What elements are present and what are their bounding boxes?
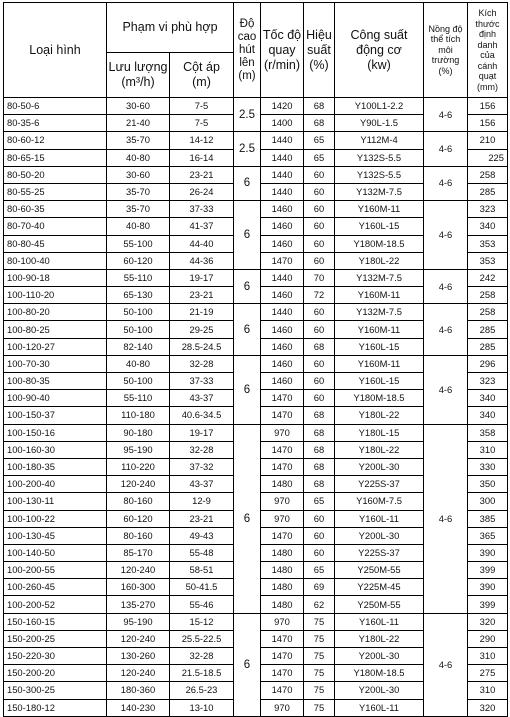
flow-cell: 80-160	[107, 493, 170, 510]
flow-cell: 60-120	[107, 510, 170, 527]
speed-cell: 1480	[261, 579, 304, 596]
speed-cell: 1470	[261, 630, 304, 647]
model-cell: 150-200-25	[4, 630, 107, 647]
suction-cell: 6	[234, 269, 261, 303]
flow-cell: 110-180	[107, 407, 170, 424]
flow-cell: 90-180	[107, 424, 170, 441]
table-row	[4, 132, 508, 149]
impeller-size-cell: 350	[468, 476, 508, 493]
efficiency-cell: 75	[304, 699, 335, 716]
head-cell: 55-48	[170, 544, 234, 561]
head-cell: 49-43	[170, 527, 234, 544]
impeller-size-cell: 300	[468, 493, 508, 510]
flow-cell: 35-70	[107, 183, 170, 200]
motor-cell: Y132S-5.5	[335, 166, 424, 183]
efficiency-cell: 60	[304, 252, 335, 269]
flow-cell: 130-260	[107, 648, 170, 665]
speed-cell: 1400	[261, 115, 304, 132]
impeller-size-cell: 242	[468, 269, 508, 286]
head-cell: 37-33	[170, 373, 234, 390]
efficiency-cell: 72	[304, 287, 335, 304]
speed-cell: 1470	[261, 458, 304, 475]
head-cell: 19-17	[170, 269, 234, 286]
motor-cell: Y200L-30	[335, 648, 424, 665]
motor-cell: Y132S-5.5	[335, 149, 424, 166]
table-row	[4, 355, 508, 372]
model-cell: 100-160-30	[4, 441, 107, 458]
model-cell: 100-180-35	[4, 458, 107, 475]
head-cell: 44-40	[170, 235, 234, 252]
impeller-size-cell: 156	[468, 98, 508, 115]
head-cell: 25.5-22.5	[170, 630, 234, 647]
suction-cell: 6	[234, 424, 261, 613]
speed-cell: 1470	[261, 441, 304, 458]
head-cell: 43-37	[170, 390, 234, 407]
impeller-size-cell: 296	[468, 355, 508, 372]
speed-cell: 970	[261, 699, 304, 716]
efficiency-cell: 65	[304, 149, 335, 166]
head-cell: 14-12	[170, 132, 234, 149]
flow-cell: 120-240	[107, 562, 170, 579]
head-cell: 13-10	[170, 699, 234, 716]
impeller-size-cell: 390	[468, 579, 508, 596]
flow-cell: 50-100	[107, 373, 170, 390]
model-cell: 100-200-55	[4, 562, 107, 579]
head-cell: 23-21	[170, 166, 234, 183]
flow-cell: 120-240	[107, 630, 170, 647]
speed-cell: 1460	[261, 321, 304, 338]
model-cell: 100-70-30	[4, 355, 107, 372]
model-cell: 150-300-25	[4, 682, 107, 699]
flow-cell: 55-110	[107, 390, 170, 407]
impeller-size-cell: 340	[468, 390, 508, 407]
speed-cell: 1440	[261, 166, 304, 183]
motor-cell: Y132M-7.5	[335, 183, 424, 200]
impeller-size-cell: 340	[468, 218, 508, 235]
model-cell: 100-260-45	[4, 579, 107, 596]
model-cell: 100-90-18	[4, 269, 107, 286]
impeller-size-cell: 365	[468, 527, 508, 544]
model-cell: 100-150-16	[4, 424, 107, 441]
flow-cell: 40-80	[107, 149, 170, 166]
suction-cell: 2.5	[234, 132, 261, 166]
impeller-size-cell: 390	[468, 544, 508, 561]
header-suction: Độ cao hút lên (m)	[234, 3, 261, 98]
model-cell: 80-60-35	[4, 201, 107, 218]
header-model: Loại hình	[4, 3, 107, 98]
pump-spec-table	[3, 2, 508, 717]
speed-cell: 1470	[261, 682, 304, 699]
efficiency-cell: 65	[304, 493, 335, 510]
model-cell: 80-50-6	[4, 98, 107, 115]
head-cell: 15-12	[170, 613, 234, 630]
head-cell: 55-46	[170, 596, 234, 613]
head-cell: 26-24	[170, 183, 234, 200]
motor-cell: Y100L1-2.2	[335, 98, 424, 115]
impeller-size-cell: 225	[468, 149, 508, 166]
efficiency-cell: 69	[304, 579, 335, 596]
speed-cell: 1480	[261, 562, 304, 579]
table-row	[4, 98, 508, 115]
efficiency-cell: 60	[304, 218, 335, 235]
head-cell: 29-25	[170, 321, 234, 338]
impeller-size-cell: 353	[468, 235, 508, 252]
head-cell: 32-28	[170, 355, 234, 372]
header-power: Công suất động cơ (kw)	[335, 3, 424, 98]
impeller-size-cell: 310	[468, 648, 508, 665]
impeller-size-cell: 385	[468, 510, 508, 527]
motor-cell: Y132M-7.5	[335, 269, 424, 286]
head-cell: 43-37	[170, 476, 234, 493]
speed-cell: 970	[261, 424, 304, 441]
motor-cell: Y180M-18.5	[335, 390, 424, 407]
table-row	[4, 166, 508, 183]
speed-cell: 970	[261, 613, 304, 630]
motor-cell: Y160M-11	[335, 355, 424, 372]
model-cell: 100-120-27	[4, 338, 107, 355]
efficiency-cell: 75	[304, 630, 335, 647]
suction-cell: 6	[234, 613, 261, 716]
motor-cell: Y180L-22	[335, 252, 424, 269]
flow-cell: 40-80	[107, 218, 170, 235]
model-cell: 100-200-40	[4, 476, 107, 493]
impeller-size-cell: 399	[468, 596, 508, 613]
head-cell: 21.5-18.5	[170, 665, 234, 682]
head-cell: 41-37	[170, 218, 234, 235]
flow-cell: 55-110	[107, 269, 170, 286]
table-row	[4, 269, 508, 286]
motor-cell: Y180L-15	[335, 424, 424, 441]
efficiency-cell: 60	[304, 390, 335, 407]
flow-cell: 140-230	[107, 699, 170, 716]
efficiency-cell: 68	[304, 476, 335, 493]
efficiency-cell: 68	[304, 441, 335, 458]
model-cell: 80-80-45	[4, 235, 107, 252]
flow-cell: 82-140	[107, 338, 170, 355]
efficiency-cell: 62	[304, 596, 335, 613]
impeller-size-cell: 258	[468, 166, 508, 183]
model-cell: 80-55-25	[4, 183, 107, 200]
suction-cell: 6	[234, 304, 261, 356]
motor-cell: Y160L-15	[335, 338, 424, 355]
model-cell: 100-90-40	[4, 390, 107, 407]
impeller-size-cell: 323	[468, 373, 508, 390]
model-cell: 100-80-25	[4, 321, 107, 338]
efficiency-cell: 65	[304, 132, 335, 149]
speed-cell: 1460	[261, 355, 304, 372]
table-row	[4, 424, 508, 441]
model-cell: 150-180-12	[4, 699, 107, 716]
table-body	[4, 98, 508, 717]
flow-cell: 60-120	[107, 252, 170, 269]
flow-cell: 21-40	[107, 115, 170, 132]
suction-cell: 6	[234, 166, 261, 200]
efficiency-cell: 65	[304, 562, 335, 579]
head-cell: 58-51	[170, 562, 234, 579]
model-cell: 80-50-20	[4, 166, 107, 183]
suction-cell: 6	[234, 355, 261, 424]
efficiency-cell: 68	[304, 458, 335, 475]
header-range: Phạm vi phù hợp	[107, 3, 234, 53]
table-row	[4, 613, 508, 630]
speed-cell: 1470	[261, 407, 304, 424]
header-concentration: Nồng độ thể tích môi trường (%)	[424, 3, 468, 98]
speed-cell: 1480	[261, 544, 304, 561]
header-impeller: Kích thước định danh của cánh quạt (mm)	[468, 3, 508, 98]
model-cell: 100-150-37	[4, 407, 107, 424]
flow-cell: 35-70	[107, 132, 170, 149]
motor-cell: Y160L-15	[335, 373, 424, 390]
concentration-cell: 4-6	[424, 304, 468, 356]
impeller-size-cell: 320	[468, 699, 508, 716]
flow-cell: 160-300	[107, 579, 170, 596]
efficiency-cell: 75	[304, 613, 335, 630]
impeller-size-cell: 285	[468, 338, 508, 355]
concentration-cell: 4-6	[424, 424, 468, 613]
motor-cell: Y160M-11	[335, 287, 424, 304]
motor-cell: Y90L-1.5	[335, 115, 424, 132]
efficiency-cell: 75	[304, 648, 335, 665]
head-cell: 37-32	[170, 458, 234, 475]
flow-cell: 85-170	[107, 544, 170, 561]
flow-cell: 55-100	[107, 235, 170, 252]
concentration-cell: 4-6	[424, 269, 468, 303]
head-cell: 26.5-23	[170, 682, 234, 699]
head-cell: 19-17	[170, 424, 234, 441]
model-cell: 150-200-20	[4, 665, 107, 682]
impeller-size-cell: 340	[468, 407, 508, 424]
impeller-size-cell: 323	[468, 201, 508, 218]
efficiency-cell: 75	[304, 665, 335, 682]
model-cell: 80-65-15	[4, 149, 107, 166]
flow-cell: 30-60	[107, 166, 170, 183]
flow-cell: 95-190	[107, 613, 170, 630]
efficiency-cell: 60	[304, 201, 335, 218]
model-cell: 100-130-11	[4, 493, 107, 510]
speed-cell: 970	[261, 493, 304, 510]
efficiency-cell: 70	[304, 269, 335, 286]
impeller-size-cell: 330	[468, 458, 508, 475]
efficiency-cell: 60	[304, 510, 335, 527]
motor-cell: Y200L-30	[335, 458, 424, 475]
flow-cell: 40-80	[107, 355, 170, 372]
header-speed: Tốc độ quay (r/min)	[261, 3, 304, 98]
table-header	[4, 3, 508, 98]
impeller-size-cell: 399	[468, 562, 508, 579]
speed-cell: 1420	[261, 98, 304, 115]
efficiency-cell: 60	[304, 304, 335, 321]
motor-cell: Y132M-7.5	[335, 304, 424, 321]
speed-cell: 1460	[261, 287, 304, 304]
efficiency-cell: 68	[304, 407, 335, 424]
efficiency-cell: 60	[304, 373, 335, 390]
flow-cell: 120-240	[107, 476, 170, 493]
header-flow: Lưu lượng (m³/h)	[107, 53, 170, 98]
efficiency-cell: 68	[304, 115, 335, 132]
flow-cell: 180-360	[107, 682, 170, 699]
model-cell: 100-140-50	[4, 544, 107, 561]
motor-cell: Y225S-37	[335, 544, 424, 561]
head-cell: 16-14	[170, 149, 234, 166]
speed-cell: 970	[261, 510, 304, 527]
concentration-cell: 4-6	[424, 98, 468, 132]
impeller-size-cell: 310	[468, 682, 508, 699]
speed-cell: 1460	[261, 235, 304, 252]
speed-cell: 1470	[261, 648, 304, 665]
flow-cell: 50-100	[107, 321, 170, 338]
motor-cell: Y160L-11	[335, 613, 424, 630]
concentration-cell: 4-6	[424, 355, 468, 424]
efficiency-cell: 60	[304, 544, 335, 561]
model-cell: 80-100-40	[4, 252, 107, 269]
motor-cell: Y160L-11	[335, 510, 424, 527]
head-cell: 12-9	[170, 493, 234, 510]
motor-cell: Y180L-22	[335, 441, 424, 458]
speed-cell: 1440	[261, 304, 304, 321]
flow-cell: 65-130	[107, 287, 170, 304]
model-cell: 100-130-45	[4, 527, 107, 544]
model-cell: 100-80-35	[4, 373, 107, 390]
efficiency-cell: 60	[304, 166, 335, 183]
flow-cell: 30-60	[107, 98, 170, 115]
speed-cell: 1460	[261, 218, 304, 235]
motor-cell: Y200L-30	[335, 527, 424, 544]
flow-cell: 95-190	[107, 441, 170, 458]
motor-cell: Y160M-7.5	[335, 493, 424, 510]
head-cell: 50-41.5	[170, 579, 234, 596]
head-cell: 7-5	[170, 98, 234, 115]
impeller-size-cell: 258	[468, 304, 508, 321]
motor-cell: Y200L-30	[335, 682, 424, 699]
efficiency-cell: 75	[304, 682, 335, 699]
model-cell: 150-220-30	[4, 648, 107, 665]
model-cell: 100-80-20	[4, 304, 107, 321]
model-cell: 80-60-12	[4, 132, 107, 149]
model-cell: 150-160-15	[4, 613, 107, 630]
head-cell: 21-19	[170, 304, 234, 321]
impeller-size-cell: 353	[468, 252, 508, 269]
impeller-size-cell: 258	[468, 287, 508, 304]
head-cell: 40.6-34.5	[170, 407, 234, 424]
motor-cell: Y225S-37	[335, 476, 424, 493]
speed-cell: 1460	[261, 373, 304, 390]
impeller-size-cell: 156	[468, 115, 508, 132]
model-cell: 80-70-40	[4, 218, 107, 235]
efficiency-cell: 60	[304, 321, 335, 338]
flow-cell: 110-220	[107, 458, 170, 475]
impeller-size-cell: 275	[468, 665, 508, 682]
flow-cell: 120-240	[107, 665, 170, 682]
efficiency-cell: 68	[304, 98, 335, 115]
flow-cell: 135-270	[107, 596, 170, 613]
efficiency-cell: 60	[304, 355, 335, 372]
motor-cell: Y160L-11	[335, 699, 424, 716]
model-cell: 100-100-22	[4, 510, 107, 527]
head-cell: 23-21	[170, 510, 234, 527]
head-cell: 32-28	[170, 648, 234, 665]
model-cell: 80-35-6	[4, 115, 107, 132]
efficiency-cell: 60	[304, 183, 335, 200]
suction-cell: 2.5	[234, 98, 261, 132]
speed-cell: 1470	[261, 527, 304, 544]
speed-cell: 1480	[261, 476, 304, 493]
speed-cell: 1470	[261, 390, 304, 407]
motor-cell: Y180M-18.5	[335, 665, 424, 682]
flow-cell: 50-100	[107, 304, 170, 321]
head-cell: 23-21	[170, 287, 234, 304]
motor-cell: Y250M-55	[335, 596, 424, 613]
motor-cell: Y180L-22	[335, 630, 424, 647]
concentration-cell: 4-6	[424, 132, 468, 166]
flow-cell: 80-160	[107, 527, 170, 544]
suction-cell: 6	[234, 201, 261, 270]
efficiency-cell: 60	[304, 235, 335, 252]
concentration-cell: 4-6	[424, 166, 468, 200]
impeller-size-cell: 320	[468, 613, 508, 630]
speed-cell: 1480	[261, 596, 304, 613]
head-cell: 32-28	[170, 441, 234, 458]
motor-cell: Y112M-4	[335, 132, 424, 149]
model-cell: 100-110-20	[4, 287, 107, 304]
efficiency-cell: 60	[304, 527, 335, 544]
head-cell: 28.5-24.5	[170, 338, 234, 355]
head-cell: 37-33	[170, 201, 234, 218]
speed-cell: 1440	[261, 149, 304, 166]
impeller-size-cell: 358	[468, 424, 508, 441]
speed-cell: 1440	[261, 183, 304, 200]
motor-cell: Y160M-11	[335, 321, 424, 338]
speed-cell: 1470	[261, 252, 304, 269]
motor-cell: Y160L-15	[335, 218, 424, 235]
impeller-size-cell: 310	[468, 441, 508, 458]
header-head: Cột áp (m)	[170, 53, 234, 98]
impeller-size-cell: 285	[468, 321, 508, 338]
head-cell: 44-36	[170, 252, 234, 269]
motor-cell: Y160M-11	[335, 201, 424, 218]
flow-cell: 35-70	[107, 201, 170, 218]
speed-cell: 1460	[261, 201, 304, 218]
concentration-cell: 4-6	[424, 613, 468, 716]
speed-cell: 1470	[261, 665, 304, 682]
motor-cell: Y180M-18.5	[335, 235, 424, 252]
header-efficiency: Hiệu suất (%)	[304, 3, 335, 98]
table-row	[4, 201, 508, 218]
motor-cell: Y180L-22	[335, 407, 424, 424]
table-row	[4, 304, 508, 321]
impeller-size-cell: 290	[468, 630, 508, 647]
impeller-size-cell: 285	[468, 183, 508, 200]
model-cell: 100-200-52	[4, 596, 107, 613]
concentration-cell: 4-6	[424, 201, 468, 270]
speed-cell: 1440	[261, 132, 304, 149]
speed-cell: 1460	[261, 338, 304, 355]
efficiency-cell: 68	[304, 338, 335, 355]
motor-cell: Y250M-55	[335, 562, 424, 579]
impeller-size-cell: 210	[468, 132, 508, 149]
motor-cell: Y225M-45	[335, 579, 424, 596]
speed-cell: 1440	[261, 269, 304, 286]
efficiency-cell: 68	[304, 424, 335, 441]
head-cell: 7-5	[170, 115, 234, 132]
